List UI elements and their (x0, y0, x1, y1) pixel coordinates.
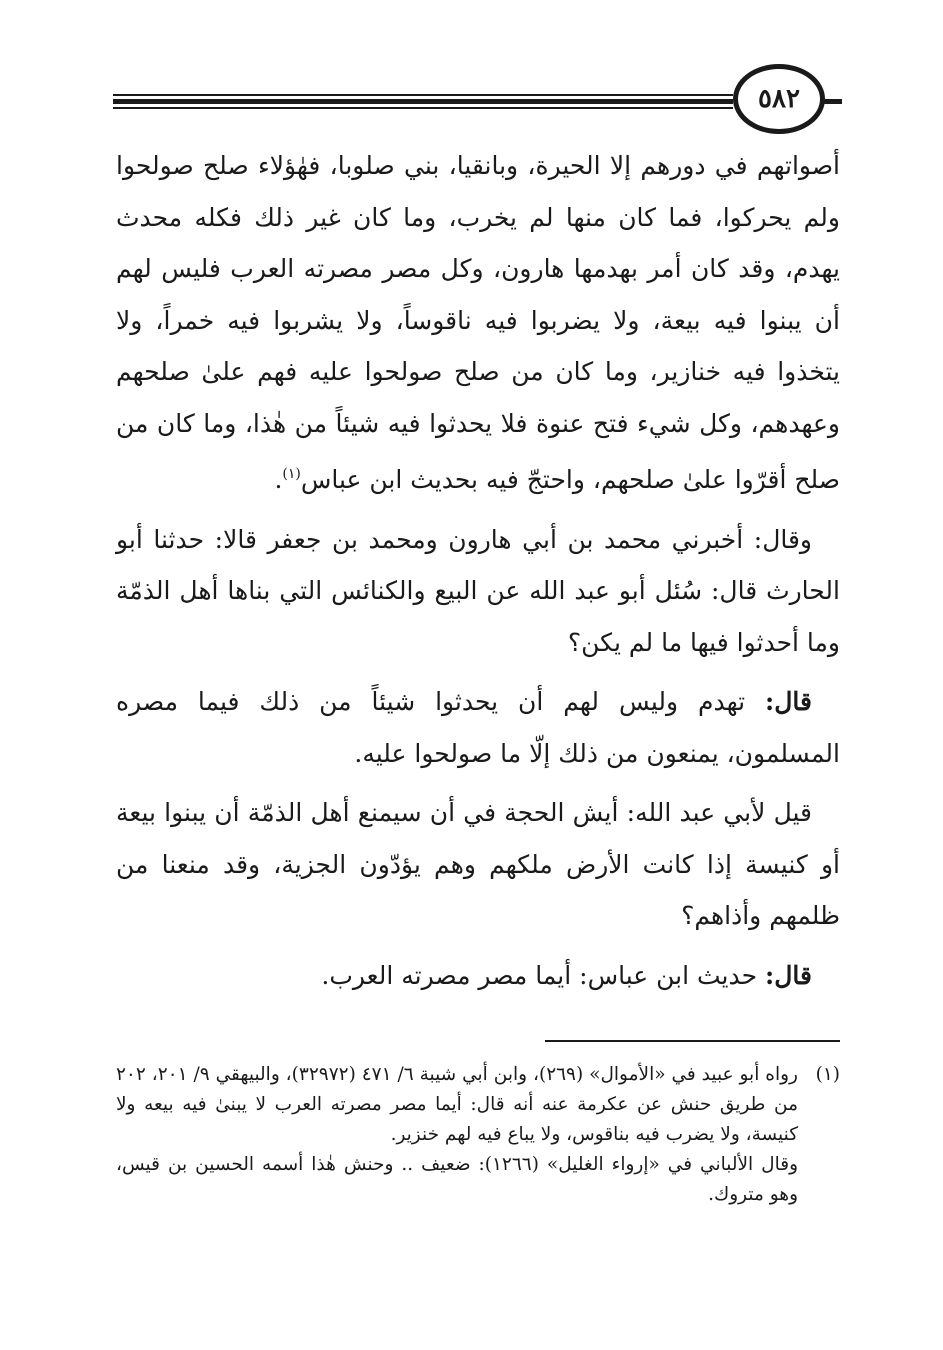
footnote-continuation: وقال الألباني في «إرواء الغليل» (١٢٦٦): ضعيف .. وحنش هٰذا أسمه الحسين بن قيس، وهو متروك. (116, 1154, 798, 1205)
header-rule (113, 94, 733, 96)
paragraph (116, 514, 840, 669)
paragraph-end: . (274, 465, 283, 494)
speaker-label: قال: (765, 960, 812, 990)
page-number: ٥٨٢ (758, 84, 800, 114)
header-rule-stub (822, 99, 842, 104)
header-rule (113, 107, 733, 109)
paragraph (116, 787, 840, 942)
paragraph (116, 676, 840, 779)
header-rule (113, 99, 733, 104)
page-number-badge (733, 64, 825, 134)
footnote (116, 1060, 840, 1150)
body-text (116, 140, 840, 1009)
paragraph (116, 950, 840, 1002)
paragraph-text: وقال: أخبرني محمد بن أبي هارون ومحمد بن جعفر قالا: حدثنا أبو الحارث قال: سُئل أبو عبد الله عن البيع والكنائس التي بناها أهل الذمّة وما أحدثوا فيها ما لم يكن؟ (116, 524, 840, 657)
paragraph-text: حديث ابن عباس: أيما مصر مصرته العرب. (321, 960, 766, 990)
footnote-separator (545, 1040, 840, 1042)
paragraph-text: تهدم وليس لهم أن يحدثوا شيئاً من ذلك فيما مصره المسلمون، يمنعون من ذلك إلّا ما صولحوا عليه. (116, 687, 840, 768)
paragraph-text: قيل لأبي عبد الله: أيش الحجة في أن سيمنع أهل الذمّة أن يبنوا بيعة أو كنيسة إذا كانت الأرض ملكهم وهم يؤدّون الجزية، وقد منعنا من ظلمهم وأذاهم؟ (116, 798, 840, 930)
footnote-ref: (١) (282, 466, 301, 482)
paragraph (116, 140, 840, 506)
footnote-text: رواه أبو عبيد في «الأموال» (٢٦٩)، وابن أبي شيبة ٦/ ٤٧١ (٣٢٩٧٢)، والبيهقي ٩/ ٢٠١، ٢٠٢ من طريق حنش عن عكرمة عنه أنه قال: أيما مصر مصرته العرب لا يبنىٰ فيه بيعه ولا كنيسة، ولا يضرب فيه بناقوس، ولا يباع فيه لهم خنزير. (116, 1064, 798, 1145)
speaker-label: قال: (765, 687, 812, 716)
footnote-number: (١) (815, 1064, 840, 1085)
footnotes (116, 1060, 840, 1210)
paragraph-text: أصواتهم في دورهم إلا الحيرة، وبانقيا، بني صلوبا، فهٰؤلاء صلح صولحوا ولم يحركوا، فما كان منها لم يخرب، وما كان غير ذلك فكله محدث يهدم، وقد كان أمر بهدمها هارون، وكل مصر مصرته العرب فليس لهم أن يبنوا فيه بيعة، ولا يضربوا فيه ناقوساً، ولا يشربوا فيه خمراً، ولا يتخذوا فيه خنازير، وما كان من صلح صولحوا عليه فهم علىٰ صلحهم وعهدهم، وكل شيء فتح عنوة فلا يحدثوا فيه شيئاً من هٰذا، وما كان من صلح أقرّوا علىٰ صلحهم، واحتجّ فيه بحديث ابن عباس (116, 151, 840, 494)
page-header (0, 0, 943, 150)
